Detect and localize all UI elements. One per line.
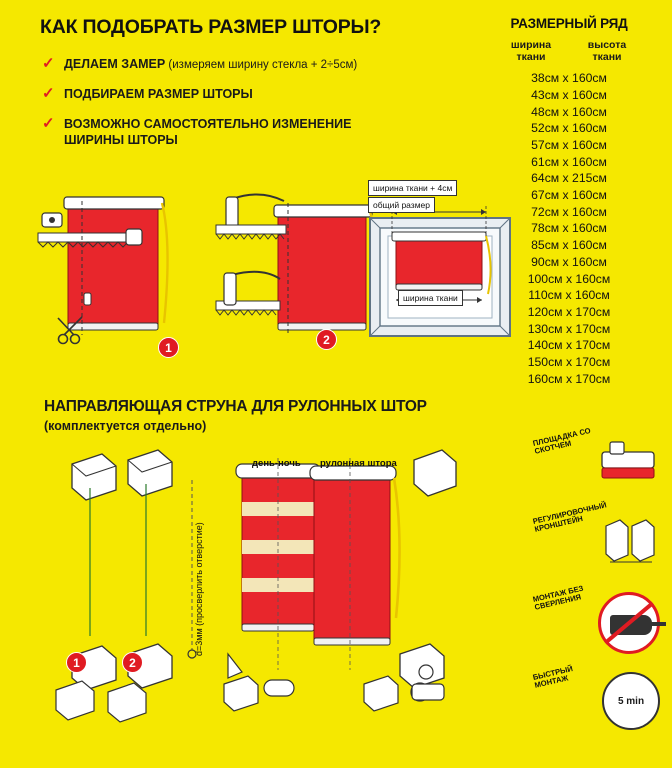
table-row: 61см х 160см	[531, 154, 607, 169]
feature-label: МОНТАЖ БЕЗ СВЕРЛЕНИЯ	[531, 583, 585, 613]
feature-label: ПЛОЩАДКА СО СКОТЧЕМ	[531, 425, 592, 457]
column-header-height: высота ткани	[587, 39, 627, 64]
feature-label: БЫСТРЫЙ МОНТАЖ	[531, 664, 574, 691]
bracket-icon	[596, 516, 662, 578]
table-row: 43см х 160см	[531, 87, 607, 102]
table-row: 120см х 170см	[527, 304, 611, 319]
tape-pad-icon	[596, 438, 662, 500]
table-row: 72см х 160см	[531, 204, 607, 219]
table-row: 85см х 160см	[531, 238, 607, 253]
guide-string-svg	[28, 440, 468, 740]
label-drill-hole: d=3мм (просверлить отверстие)	[194, 522, 204, 656]
table-row: 67см х 160см	[531, 188, 607, 203]
table-row: 160см х 170см	[527, 371, 611, 386]
table-row: 90см х 160см	[531, 254, 607, 269]
table-row: 110см х 160см	[528, 288, 610, 303]
feature-label: РЕГУЛИРОВОЧНЫЙ КРОНШТЕЙН	[531, 500, 608, 535]
table-row: 38см х 160см	[531, 71, 607, 86]
step-note: (измеряем ширину стекла + 2÷5см)	[165, 59, 358, 71]
check-icon: ✓	[42, 85, 55, 102]
check-icon: ✓	[42, 55, 55, 72]
section-2-subheading: (комплектуется отдельно)	[44, 419, 207, 433]
section-2-heading: НАПРАВЛЯЮЩАЯ СТРУНА ДЛЯ РУЛОННЫХ ШТОР	[44, 398, 427, 415]
timer-icon	[602, 672, 660, 730]
table-row: 140см х 170см	[527, 338, 611, 353]
callout-fabric-width: ширина ткани	[398, 290, 463, 306]
column-header-width: ширина ткани	[510, 39, 552, 64]
step-badge-2: 2	[316, 329, 337, 350]
no-drill-icon	[598, 592, 660, 654]
list-item	[42, 55, 472, 73]
guide-string-diagram	[28, 440, 468, 740]
feature-fast-mount	[531, 664, 666, 740]
label-roller-blind: рулонная штора	[320, 458, 397, 469]
timer-value: 5 min	[617, 695, 645, 707]
table-row: 52см х 160см	[531, 121, 607, 136]
guide-badge-1: 1	[66, 652, 87, 673]
callout-total-size: общий размер	[368, 197, 435, 213]
step-label-line2: ШИРИНЫ ШТОРЫ	[64, 133, 178, 147]
table-row: 48см х 160см	[531, 104, 607, 119]
label-day-night: день-ночь	[252, 458, 301, 469]
table-row: 64см х 215см	[531, 171, 607, 186]
section-2-title	[44, 398, 504, 433]
table-row: 150см х 170см	[527, 355, 611, 370]
page-title: КАК ПОДОБРАТЬ РАЗМЕР ШТОРЫ?	[40, 16, 382, 38]
table-row: 57см х 160см	[531, 137, 607, 152]
list-item	[42, 115, 472, 147]
size-table-title: РАЗМЕРНЫЙ РЯД	[510, 16, 628, 31]
step-label: ВОЗМОЖНО САМОСТОЯТЕЛЬНО ИЗМЕНЕНИЕ	[64, 117, 352, 131]
size-table-headers	[474, 39, 664, 63]
callout-fabric-width-plus: ширина ткани + 4см	[368, 180, 457, 196]
step-label: ДЕЛАЕМ ЗАМЕР	[64, 57, 166, 71]
check-icon: ✓	[42, 115, 55, 132]
feature-tape-pad	[531, 425, 666, 506]
guide-badge-2: 2	[122, 652, 143, 673]
table-row: 100см х 160см	[527, 271, 611, 286]
feature-bracket	[531, 500, 666, 584]
table-row: 78см х 160см	[531, 221, 607, 236]
table-row: 130см х 170см	[527, 321, 611, 336]
step-label: ПОДБИРАЕМ РАЗМЕР ШТОРЫ	[64, 87, 253, 101]
feature-badges	[531, 425, 666, 744]
feature-no-drill	[531, 583, 666, 662]
step-badge-1: 1	[158, 337, 179, 358]
window-measure-diagram	[352, 182, 552, 382]
drill-glyph	[610, 615, 652, 635]
list-item	[42, 85, 472, 103]
steps-list	[42, 55, 472, 159]
